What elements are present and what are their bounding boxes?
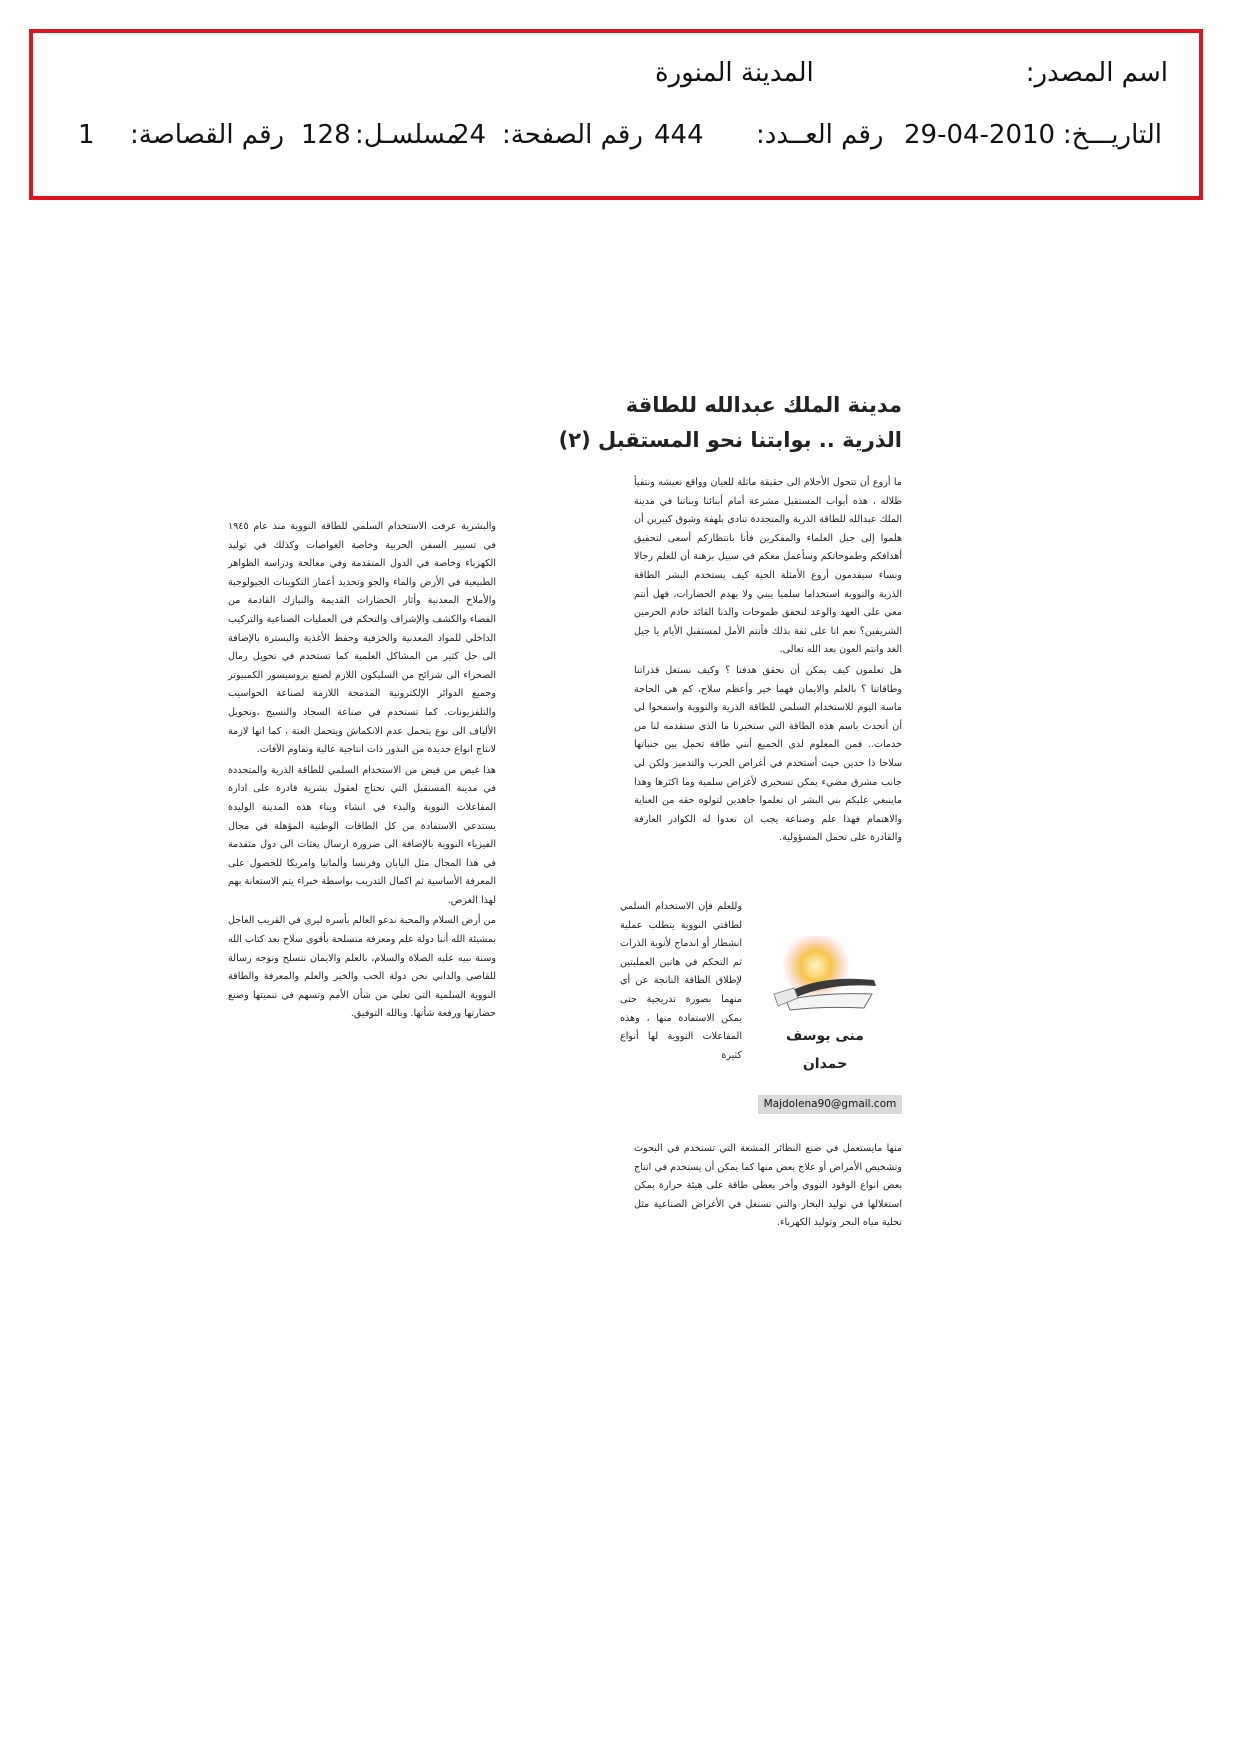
serial-value: 128 — [301, 120, 351, 150]
article-right-column — [634, 474, 902, 848]
paragraph: من أرض السلام والمحبة ندعو العالم بأسره ليرى في القريب العاجل بمشيئة الله أننا دولة علم ومعرفة متسلحة بأقوى سلاح بعد كتاب الله وسنة نبيه عليه الصلاة والسلام، بالعلم والايمان نتسلح ونوجه رسالة للقاصي والداني نحن دولة الحب والخير والعلم والمعرفة والطاقة النووية السلمية التي تعلي من شأن الأمم وتسهم في تنميتها وصنع حضارتها ورفعة شأنها. وبالله التوفيق. — [228, 915, 496, 1020]
article-title-line1: مدينة الملك عبدالله للطاقة — [625, 393, 902, 417]
paragraph: منها مايستعمل في صنع النظائر المشعة التي تستخدم في البحوث وتشخيص الأمراض أو علاج بعض منها كما يمكن أن يستخدم في انتاج بعض انواع الوقود النووي وأخر يعطي طاقة على هيئة حرارة يمكن استغلالها في توليد البخار والتي تستغل في الأغراض الصناعية مثل تحلية مياه البحر وتوليد الكهرباء. — [634, 1143, 902, 1229]
author-photo — [764, 936, 888, 1016]
issue-label: رقم العــدد: — [756, 120, 884, 150]
article-narrow-column: وللعلم فإن الاستخدام السلمي لطاقتي النووية يتطلب عملية انشطار أو اندماج لأنوية الذرات ثم التحكم في هاتين العمليتين لإطلاق الطاقة الناتجة عن أي منهما بصورة تدريجية حتى يمكن الاستفادة منها ، وهذه المفاعلات النووية لها أنواع كثيرة — [620, 901, 742, 1061]
author-email: Majdolena90@gmail.com — [758, 1095, 902, 1114]
paragraph: والبشرية عرفت الاستخدام السلمي للطاقة النووية منذ عام ١٩٤٥ في تسيير السفن الحربية وخاصة الغواصات وكذلك في توليد الكهرباء وخاصة في الدول المتقدمة وفي معالجة ودراسة الظواهر الطبيعية في الأرض والماء والجو وتحديد أعمار التكوينات الجيولوجية والأملاح المعدنية وأثار الحضارات القديمة والنيازك القادمة من الفضاء والكشف والإشراف والتحكم في العمليات الصناعية والتركيب الداخلي للمواد المعدنية والخزفية وحفظ الأغذية والبسترة بالإضافة الى حل كثير من المشاكل العلمية كما تستخدم في تحويل رمال الصحراء الى شرائح من السليكون اللازم لصنع بروسيسور الكمبيوتر وجميع الدوائر الإلكترونية المدمجة اللازمة لصناعة الحواسيب والتلفزيونات. كما تستخدم في صناعة السجاد والنسيج ،وتحويل الألياف الى نوع يتحمل عدم الانكماش ويتحمل العتة ، كما انها لازمة لانتاج انواع جديدة من البذور ذات انتاجية عالية وتقاوم الآفات. — [228, 521, 496, 756]
paragraph: ما أروع أن تتحول الأحلام الى حقيقة ماثلة للعيان وواقع نعيشه ونتفيأ ظلاله ، هذه أبواب المستقبل مشرعة أمام أبنائنا وبناتنا في مدينة الملك عبدالله للطاقة الذرية والمتجددة تنادي بلهفة وشوق كبيرين أن هلموا إلى جيل العلماء والمفكرين فأنا بانتظاركم أسعى لتحقيق أهدافكم وطموحاتكم وسأعمل معكم في سبيل برهنة أن للعلم رجالا ونساء سيقدمون أروع الأمثلة الحية كيف يستخدم البشر الطاقة الذرية والنووية استخداما سلميا يبني ولا يهدم الحضارات، فهل أنتم معي على العهد والوعد لنحقق طموحات والدنا القائد خادم الحرمين الشريفين؟ نعم انا على ثقة بذلك فأنتم الأمل لمستقبل الأيام يا جيل الغد وانتم العون بعد الله تعالى. — [634, 477, 902, 656]
article-left-column — [228, 518, 496, 1024]
clipping-value: 1 — [78, 120, 95, 150]
date-value: 29-04-2010 — [904, 120, 1056, 150]
page-value: 24 — [453, 120, 487, 150]
paragraph: هل تعلمون كيف يمكن أن نحقق هدفنا ؟ وكيف نستغل قدراتنا وطاقاتنا ؟ بالعلم والايمان فهما خير وأعظم سلاح، كم هي الحاجة ماسة اليوم للاستخدام السلمي للطاقة الذرية والنووية واسمحوا لي أن أتحدث باسم هذه الطاقة التي ستخبرنا ما الذي ستقدمه لنا من خدمات.. فمن المعلوم لدى الجميع أنني طاقة تحمل بين جنباتها سلاحا ذا حدين حيث أستخدم في أغراض الحرب والتدمير ولكن لي جانب مشرق مضيء يمكن تسخيري لأغراض سلمية وما اكثرها وهذا ماينبغي عليكم بني البشر ان تعلموا جاهدين لتولوه حقه من العناية والاهتمام فهذا علم وصناعة يجب ان تعدوا له الكوادر العارفة والقادرة على تحمل المسؤولية. — [634, 664, 902, 844]
source-value: المدينة المنورة — [655, 58, 814, 88]
clipping-label: رقم القصاصة: — [130, 120, 285, 150]
issue-value: 444 — [654, 120, 704, 150]
serial-label: مسلسـل: — [355, 120, 460, 150]
date-label: التاريـــخ: — [1062, 120, 1162, 150]
paragraph: هذا غيض من فيض من الاستخدام السلمي للطاقة الذرية والمتجددة في مدينة المستقبل التي تحتاج لعقول بشرية قادرة على ادارة المفاعلات النووية والبدء في انشاء وبناء هذه المدينة الوليدة يستدعي الاستفادة من كل الطاقات الوطنية المؤهلة في مجال الفيزياء النووية بالإضافة الى ضرورة ارسال بعثات الى دول متقدمة في هذا المجال مثل اليابان وفرنسا وألمانيا وامريكا للحصول على المعرفة الأساسية ثم اكمال التدريب بواسطة خبراء يتم الاستعانة بهم لهذا الغرض. — [228, 764, 496, 906]
article-title-line2: الذرية .. بوابتنا نحو المستقبل (٢) — [558, 428, 902, 452]
source-label: اسم المصدر: — [1025, 58, 1168, 88]
page-label: رقم الصفحة: — [502, 120, 643, 150]
clipping-header-box — [29, 29, 1203, 200]
author-name-line1: منى يوسف — [786, 1028, 864, 1044]
article-right-column-continued — [634, 1140, 902, 1233]
author-name-line2: حمدان — [802, 1056, 848, 1072]
